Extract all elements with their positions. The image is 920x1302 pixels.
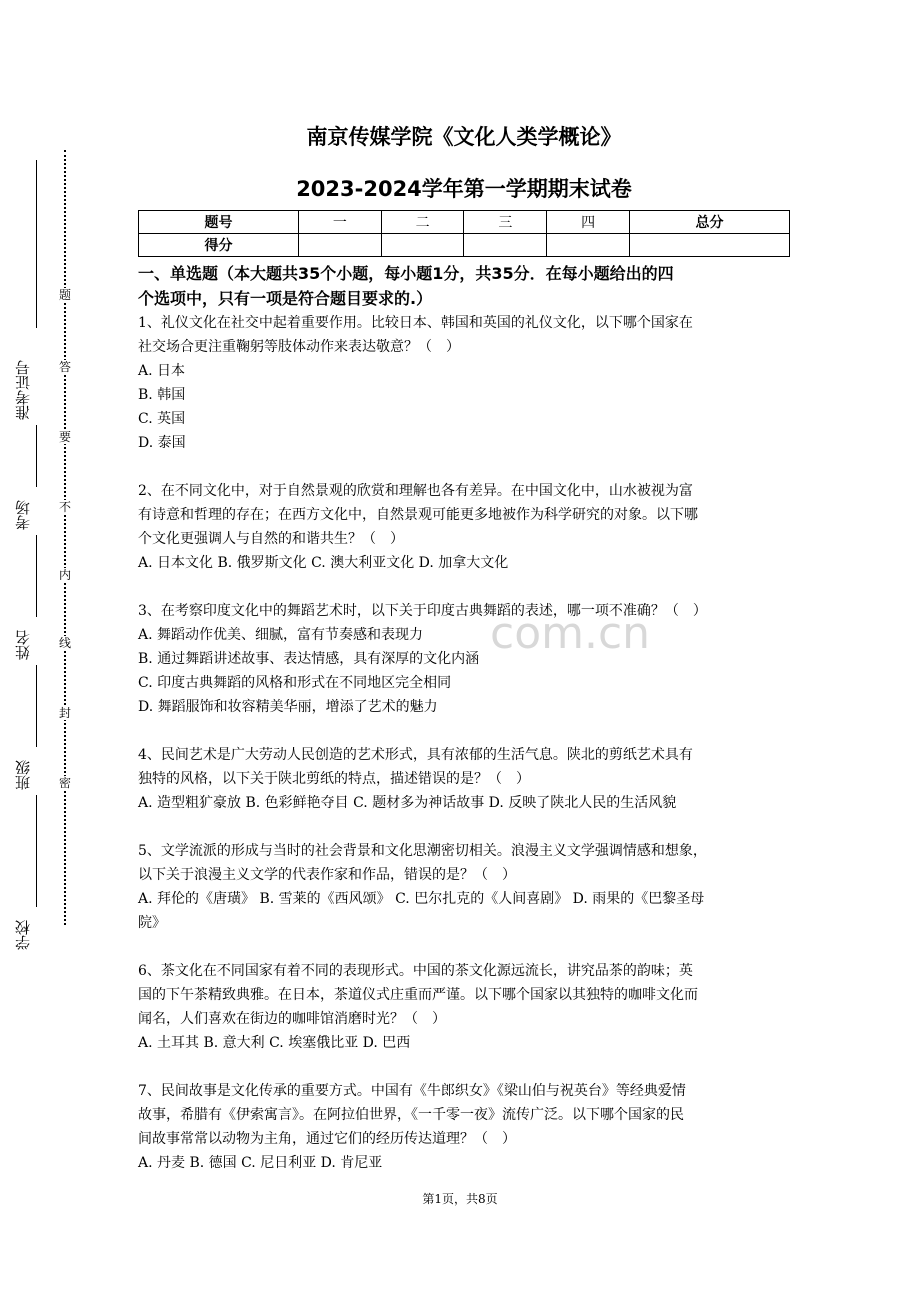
score-table-header-row (139, 211, 790, 234)
exam-subtitle: 2023-2024学年第一学期期末试卷 (296, 177, 632, 201)
question-stem: 间故事常常以动物为主角，通过它们的经历传达道理？（ ） (138, 1131, 516, 1147)
question-option: A. 造型粗犷豪放 B. 色彩鲜艳夺目 C. 题材多为神话故事 D. 反映了陕北人民的生活风貌 (138, 795, 677, 811)
question-option: C. 印度古典舞蹈的风格和形式在不同地区完全相同 (138, 675, 452, 691)
class-line (36, 665, 37, 747)
section-heading-line: 一、单选题（本大题共35个小题，每小题1分，共35分．在每小题给出的四 (138, 264, 674, 283)
page-footer: 第1页，共8页 (422, 1192, 498, 1206)
exam-id-label: 准考证号 (14, 360, 32, 420)
score-table-cell: 三 (464, 211, 547, 234)
score-table-cell: 二 (381, 211, 464, 234)
school-label: 学校 (14, 920, 32, 950)
score-table-cell: 题号 (139, 211, 299, 234)
question-option: 院》 (138, 915, 166, 931)
question-option: D. 舞蹈服饰和妆容精美华丽，增添了艺术的魅力 (138, 699, 438, 715)
exam-id-line (36, 160, 37, 328)
question-option: A. 日本 (138, 363, 186, 379)
seal-char: 密 (58, 776, 71, 790)
question-stem: 闻名，人们喜欢在街边的咖啡馆消磨时光？（ ） (138, 1011, 446, 1027)
question-1 (138, 311, 790, 455)
question-stem: 国的下午茶精致典雅。在日本，茶道仪式庄重而严谨。以下哪个国家以其独特的咖啡文化而 (138, 987, 698, 1003)
score-table-cell: 总分 (629, 211, 789, 234)
seal-dotted-line (64, 150, 66, 925)
score-entry-cell[interactable] (629, 234, 789, 257)
question-stem: 社交场合更注重鞠躬等肢体动作来表达敬意？（ ） (138, 339, 460, 355)
section-heading (138, 261, 790, 311)
question-stem: 个文化更强调人与自然的和谐共生？（ ） (138, 531, 404, 547)
question-stem: 2、在不同文化中，对于自然景观的欣赏和理解也各有差异。在中国文化中，山水被视为富 (138, 483, 693, 499)
seal-char: 答 (58, 360, 71, 374)
score-table-cell: 得分 (139, 234, 299, 257)
score-entry-cell[interactable] (464, 234, 547, 257)
section-heading-line: 个选项中，只有一项是符合题目要求的.） (138, 289, 433, 308)
exam-room-line (36, 425, 37, 487)
seal-char: 线 (58, 636, 71, 650)
question-option: C. 英国 (138, 411, 186, 427)
seal-char: 内 (58, 568, 71, 582)
question-option: D. 泰国 (138, 435, 186, 451)
question-2 (138, 479, 790, 575)
question-option: B. 韩国 (138, 387, 186, 403)
question-stem: 有诗意和哲理的存在；在西方文化中，自然景观可能更多地被作为科学研究的对象。以下哪 (138, 507, 698, 523)
question-option: A. 土耳其 B. 意大利 C. 埃塞俄比亚 D. 巴西 (138, 1035, 411, 1051)
class-label: 班级 (14, 760, 32, 790)
question-stem: 4、民间艺术是广大劳动人民创造的艺术形式，具有浓郁的生活气息。陕北的剪纸艺术具有 (138, 747, 693, 763)
name-label: 姓名 (14, 630, 32, 660)
name-line (36, 535, 37, 617)
question-stem: 7、民间故事是文化传承的重要方式。中国有《牛郎织女》《梁山伯与祝英台》等经典爱情 (138, 1083, 686, 1099)
question-stem: 故事，希腊有《伊索寓言》。在阿拉伯世界，《一千零一夜》流传广泛。以下哪个国家的民 (138, 1107, 684, 1123)
question-7 (138, 1079, 790, 1175)
question-option: A. 拜伦的《唐璜》 B. 雪莱的《西风颂》 C. 巴尔扎克的《人间喜剧》 D. 雨果的《巴黎圣母 (138, 891, 705, 907)
exam-title: 南京传媒学院《文化人类学概论》 (306, 125, 622, 149)
question-stem: 3、在考察印度文化中的舞蹈艺术时，以下关于印度古典舞蹈的表述，哪一项不准确？（ ） (138, 603, 707, 619)
question-stem: 6、茶文化在不同国家有着不同的表现形式。中国的茶文化源远流长，讲究品茶的韵味；英 (138, 963, 693, 979)
seal-char: 封 (58, 706, 71, 720)
question-option: B. 通过舞蹈讲述故事、表达情感，具有深厚的文化内涵 (138, 651, 480, 667)
question-stem: 独特的风格，以下关于陕北剪纸的特点，描述错误的是？（ ） (138, 771, 530, 787)
exam-content (138, 118, 790, 1175)
score-entry-cell[interactable] (547, 234, 630, 257)
score-table (138, 210, 790, 257)
score-table-cell: 四 (547, 211, 630, 234)
question-6 (138, 959, 790, 1055)
question-option: A. 丹麦 B. 德国 C. 尼日利亚 D. 肯尼亚 (138, 1155, 383, 1171)
seal-char: 要 (58, 430, 71, 444)
school-line (36, 795, 37, 907)
watermark: com.cn (490, 608, 651, 659)
question-stem: 以下关于浪漫主义文学的代表作家和作品，错误的是？（ ） (138, 867, 516, 883)
score-entry-cell[interactable] (298, 234, 381, 257)
question-option: A. 日本文化 B. 俄罗斯文化 C. 澳大利亚文化 D. 加拿大文化 (138, 555, 509, 571)
question-5 (138, 839, 790, 935)
question-stem: 1、礼仪文化在社交中起着重要作用。比较日本、韩国和英国的礼仪文化，以下哪个国家在 (138, 315, 693, 331)
question-stem: 5、文学流派的形成与当时的社会背景和文化思潮密切相关。浪漫主义文学强调情感和想象， (138, 843, 707, 859)
binding-margin (0, 0, 100, 1302)
question-4 (138, 743, 790, 815)
score-entry-cell[interactable] (381, 234, 464, 257)
question-3 (138, 599, 790, 719)
exam-room-label: 考场 (14, 500, 32, 530)
seal-char: 题 (58, 288, 71, 302)
score-table-score-row (139, 234, 790, 257)
seal-char: 不 (58, 500, 71, 514)
score-table-cell: 一 (298, 211, 381, 234)
question-option: A. 舞蹈动作优美、细腻，富有节奏感和表现力 (138, 627, 424, 643)
